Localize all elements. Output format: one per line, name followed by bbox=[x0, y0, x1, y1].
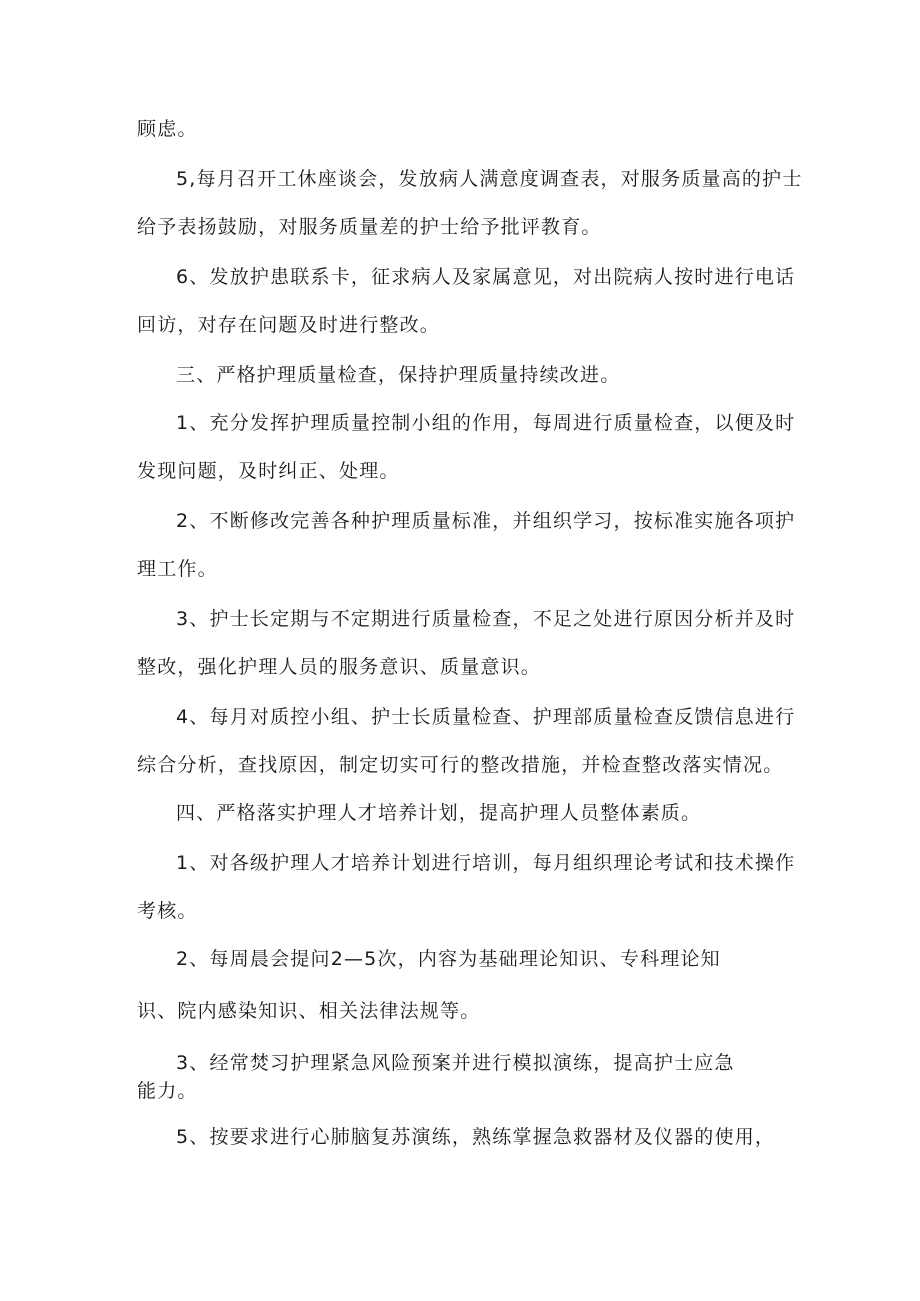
text-line: 1、充分发挥护理质量控制小组的作用，每周进行质量检查，以便及时 bbox=[176, 412, 796, 434]
text-line: 理工作。 bbox=[137, 558, 218, 580]
text-line: 2、每周晨会提问2—5次，内容为基础理论知识、专科理论知 bbox=[176, 948, 721, 970]
text-line: 3、经常焚习护理紧急风险预案并进行模拟演练，提高护士应急 bbox=[176, 1052, 735, 1074]
section-heading: 四、严格落实护理人才培养计划，提高护理人员整体素质。 bbox=[176, 802, 702, 824]
text-line: 综合分析，查找原因，制定切实可行的整改措施，并检查整改落实情况。 bbox=[137, 754, 784, 776]
text-line: 考核。 bbox=[137, 900, 198, 922]
text-line: 5、按要求进行心肺脑复苏演练，熟练掌握急救器材及仪器的使用， bbox=[176, 1126, 776, 1148]
text-line: 5,每月召开工休座谈会，发放病人满意度调查表，对服务质量高的护士 bbox=[176, 168, 803, 190]
text-line: 识、院内感染知识、相关法律法规等。 bbox=[137, 1000, 481, 1022]
text-line: 4、每月对质控小组、护士长质量检查、护理部质量检查反馈信息进行 bbox=[176, 706, 796, 728]
text-line: 回访，对存在问题及时进行整改。 bbox=[137, 314, 441, 336]
text-line: 发现问题，及时纠正、处理。 bbox=[137, 460, 400, 482]
text-line: 顾虑。 bbox=[137, 118, 198, 140]
text-line: 整改，强化护理人员的服务意识、质量意识。 bbox=[137, 656, 542, 678]
text-line: 6、发放护患联系卡，征求病人及家属意见，对出院病人按时进行电话 bbox=[176, 266, 796, 288]
text-line: 1、对各级护理人才培养计划进行培训，每月组织理论考试和技术操作 bbox=[176, 852, 796, 874]
text-line: 能力。 bbox=[137, 1080, 198, 1102]
text-line: 给予表扬鼓励，对服务质量差的护士给予批评教育。 bbox=[137, 216, 602, 238]
text-line: 3、护士长定期与不定期进行质量检查，不足之处进行原因分析并及时 bbox=[176, 608, 796, 630]
section-heading: 三、严格护理质量检查，保持护理质量持续改进。 bbox=[176, 364, 621, 386]
text-line: 2、不断修改完善各种护理质量标准，并组织学习，按标准实施各项护 bbox=[176, 510, 796, 532]
